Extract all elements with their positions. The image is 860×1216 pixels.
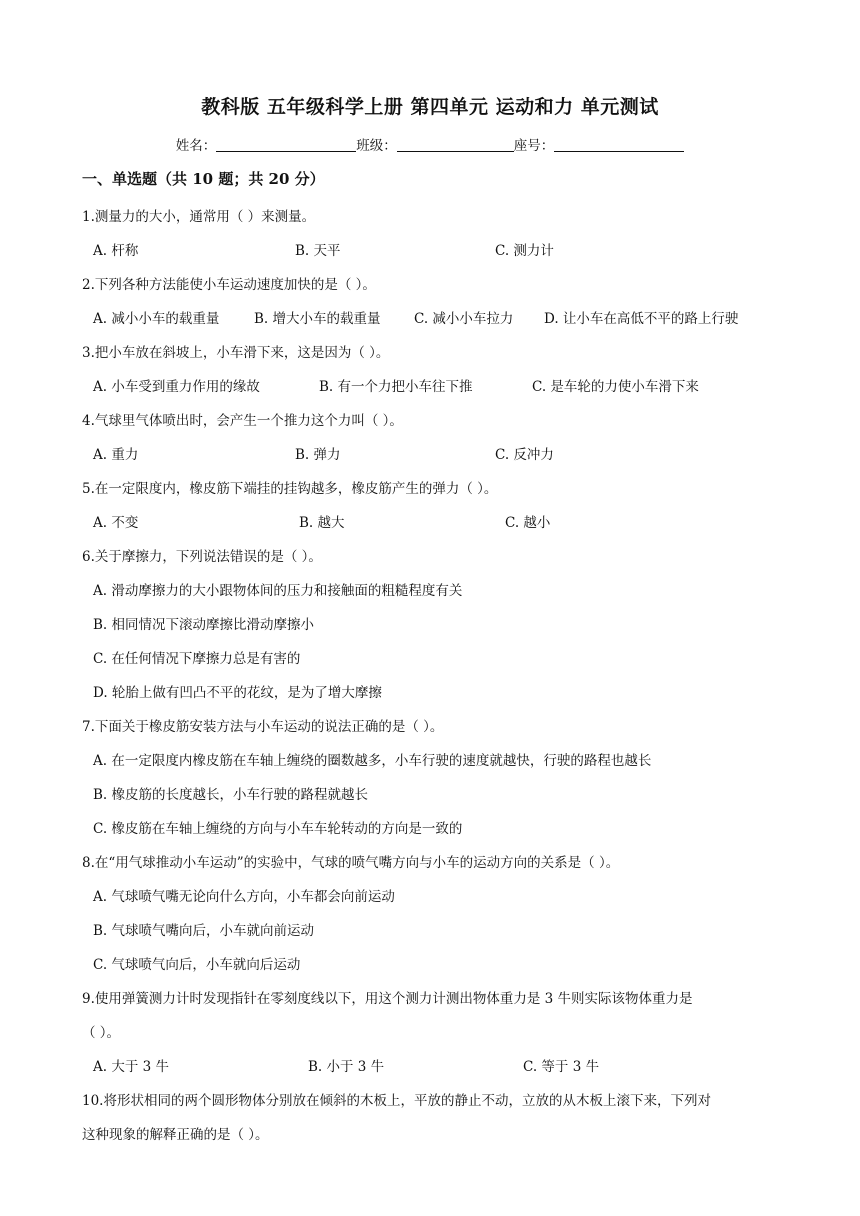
- question-2-option-d[interactable]: D. 让小车在高低不平的路上行驶: [544, 311, 739, 327]
- question-1-option-c[interactable]: C. 测力计: [495, 243, 554, 259]
- class-blank[interactable]: [397, 137, 514, 152]
- question-2-option-b[interactable]: B. 增大小车的载重量: [254, 311, 381, 327]
- question-3-option-a[interactable]: A. 小车受到重力作用的缘故: [93, 379, 260, 395]
- question-8-stem: 8.在“用气球推动小车运动”的实验中，气球的喷气嘴方向与小车的运动方向的关系是（ ）。: [82, 855, 620, 871]
- question-2-option-a[interactable]: A. 减小小车的载重量: [93, 311, 220, 327]
- question-8-option-b[interactable]: B. 气球喷气嘴向后，小车就向前运动: [93, 923, 315, 939]
- name-blank[interactable]: [216, 137, 356, 152]
- question-7-option-a[interactable]: A. 在一定限度内橡皮筋在车轴上缠绕的圈数越多，小车行驶的速度就越快，行驶的路程也越长: [93, 753, 652, 769]
- question-6-option-a[interactable]: A. 滑动摩擦力的大小跟物体间的压力和接触面的粗糙程度有关: [93, 583, 463, 599]
- question-10-stem: 10.将形状相同的两个圆形物体分别放在倾斜的木板上，平放的静止不动，立放的从木板上滚下来，下列对: [82, 1093, 711, 1109]
- question-4-option-c[interactable]: C. 反冲力: [495, 447, 554, 463]
- question-2-stem: 2.下列各种方法能使小车运动速度加快的是（ ）。: [82, 277, 376, 293]
- question-6-option-d[interactable]: D. 轮胎上做有凹凸不平的花纹，是为了增大摩擦: [93, 685, 382, 701]
- question-6-option-b[interactable]: B. 相同情况下滚动摩擦比滑动摩擦小: [93, 617, 315, 633]
- class-label: 班级：: [356, 138, 397, 154]
- question-3-option-b[interactable]: B. 有一个力把小车往下推: [319, 379, 473, 395]
- page-title: 教科版 五年级科学上册 第四单元 运动和力 单元测试: [201, 96, 659, 118]
- question-4-option-b[interactable]: B. 弹力: [295, 447, 341, 463]
- question-8-option-c[interactable]: C. 气球喷气向后，小车就向后运动: [93, 957, 301, 973]
- seat-label: 座号：: [513, 138, 555, 154]
- question-3-stem: 3.把小车放在斜坡上，小车滑下来，这是因为（ ）。: [82, 345, 390, 361]
- question-6-option-c[interactable]: C. 在任何情况下摩擦力总是有害的: [93, 651, 301, 667]
- question-1-option-b[interactable]: B. 天平: [295, 243, 341, 259]
- question-6-stem: 6.关于摩擦力，下列说法错误的是（ ）。: [82, 549, 322, 565]
- question-9-stem-continued: （ ）。: [82, 1025, 121, 1041]
- question-9-option-a[interactable]: A. 大于 3 牛: [93, 1059, 170, 1075]
- question-5-option-b[interactable]: B. 越大: [299, 515, 345, 531]
- section-heading: 一、单选题（共 10 题；共 20 分）: [82, 170, 325, 188]
- seat-blank[interactable]: [554, 137, 684, 152]
- question-3-option-c[interactable]: C. 是车轮的力使小车滑下来: [532, 379, 699, 395]
- question-5-stem: 5.在一定限度内，橡皮筋下端挂的挂钩越多，橡皮筋产生的弹力（ ）。: [82, 481, 498, 497]
- question-8-option-a[interactable]: A. 气球喷气嘴无论向什么方向，小车都会向前运动: [93, 889, 395, 905]
- question-9-option-c[interactable]: C. 等于 3 牛: [523, 1059, 600, 1075]
- question-7-option-b[interactable]: B. 橡皮筋的长度越长，小车行驶的路程就越长: [93, 787, 369, 803]
- question-9-option-b[interactable]: B. 小于 3 牛: [308, 1059, 385, 1075]
- question-2-option-c[interactable]: C. 减小小车拉力: [414, 311, 514, 327]
- question-5-option-c[interactable]: C. 越小: [505, 515, 551, 531]
- question-5-option-a[interactable]: A. 不变: [93, 515, 139, 531]
- question-4-stem: 4.气球里气体喷出时，会产生一个推力这个力叫（ ）。: [82, 413, 403, 429]
- question-1-option-a[interactable]: A. 杆称: [93, 243, 139, 259]
- question-7-stem: 7.下面关于橡皮筋安装方法与小车运动的说法正确的是（ ）。: [82, 719, 444, 735]
- name-label: 姓名：: [175, 138, 217, 154]
- student-info-line: [0, 134, 860, 154]
- question-7-option-c[interactable]: C. 橡皮筋在车轴上缠绕的方向与小车车轮转动的方向是一致的: [93, 821, 463, 837]
- question-10-stem-continued: 这种现象的解释正确的是（ ）。: [82, 1127, 269, 1143]
- question-1-stem: 1.测量力的大小，通常用（ ）来测量。: [82, 209, 316, 225]
- question-9-stem: 9.使用弹簧测力计时发现指针在零刻度线以下，用这个测力计测出物体重力是 3 牛则实际该物体重力是: [82, 991, 693, 1007]
- question-4-option-a[interactable]: A. 重力: [93, 447, 139, 463]
